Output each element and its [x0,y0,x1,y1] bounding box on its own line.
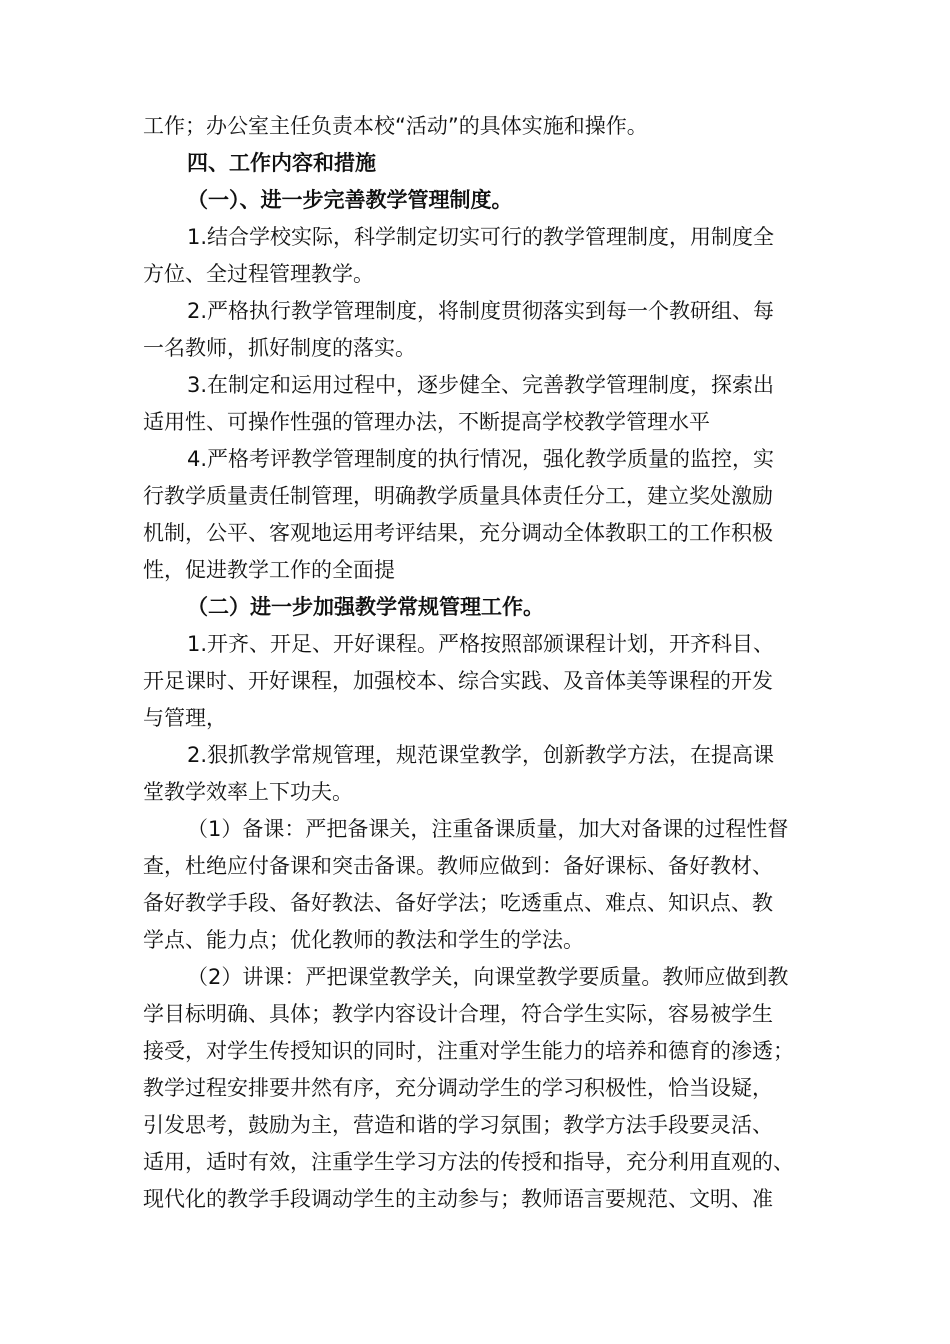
text-line: 接受，对学生传授知识的同时，注重对学生能力的培养和德育的渗透； [143,1039,794,1063]
subsection-heading: （二）进一步加强教学常规管理工作。 [187,595,544,619]
text-line: 教学过程安排要井然有序，充分调动学生的学习积极性，恰当设疑， [143,1076,773,1100]
text-line: 与管理， [143,706,227,730]
text-line: 3.在制定和运用过程中，逐步健全、完善教学管理制度，探索出 [187,373,775,397]
text-line: 堂教学效率上下功夫。 [143,780,353,804]
text-line: 2.严格执行教学管理制度，将制度贯彻落实到每一个教研组、每 [187,299,775,323]
text-line: 工作；办公室主任负责本校“活动”的具体实施和操作。 [143,114,648,138]
text-line: 学点、能力点；优化教师的教法和学生的学法。 [143,928,584,952]
text-line: 1.结合学校实际，科学制定切实可行的教学管理制度，用制度全 [187,225,775,249]
text-line: 性，促进教学工作的全面提 [143,558,395,582]
text-line: 机制，公平、客观地运用考评结果，充分调动全体教职工的工作积极 [143,521,773,545]
text-line: 适用，适时有效，注重学生学习方法的传授和指导，充分利用直观的、 [143,1150,794,1174]
text-line: 现代化的教学手段调动学生的主动参与；教师语言要规范、文明、准 [143,1187,773,1211]
text-line: 适用性、可操作性强的管理办法，不断提高学校教学管理水平 [143,410,710,434]
text-line: 学目标明确、具体；教学内容设计合理，符合学生实际，容易被学生 [143,1002,773,1026]
section-heading: 四、工作内容和措施 [187,151,376,175]
text-line: 查，杜绝应付备课和突击备课。教师应做到：备好课标、备好教材、 [143,854,773,878]
text-line: 4.严格考评教学管理制度的执行情况，强化教学质量的监控，实 [187,447,775,471]
text-line: 引发思考，鼓励为主，营造和谐的学习氛围；教学方法手段要灵活、 [143,1113,773,1137]
text-line: 行教学质量责任制管理，明确教学质量具体责任分工，建立奖处激励 [143,484,773,508]
text-line: 开足课时、开好课程，加强校本、综合实践、及音体美等课程的开发 [143,669,773,693]
text-line: 一名教师，抓好制度的落实。 [143,336,416,360]
text-line: 2.狠抓教学常规管理，规范课堂教学，创新教学方法，在提高课 [187,743,775,767]
subsection-heading: （一）、进一步完善教学管理制度。 [187,188,513,212]
text-line: （1）备课：严把备课关，注重备课质量，加大对备课的过程性督 [187,817,789,841]
text-line: 备好教学手段、备好教法、备好学法；吃透重点、难点、知识点、教 [143,891,773,915]
text-line: 方位、全过程管理教学。 [143,262,374,286]
text-line: （2）讲课：严把课堂教学关，向课堂教学要质量。教师应做到教 [187,965,789,989]
text-line: 1.开齐、开足、开好课程。严格按照部颁课程计划，开齐科目、 [187,632,775,656]
